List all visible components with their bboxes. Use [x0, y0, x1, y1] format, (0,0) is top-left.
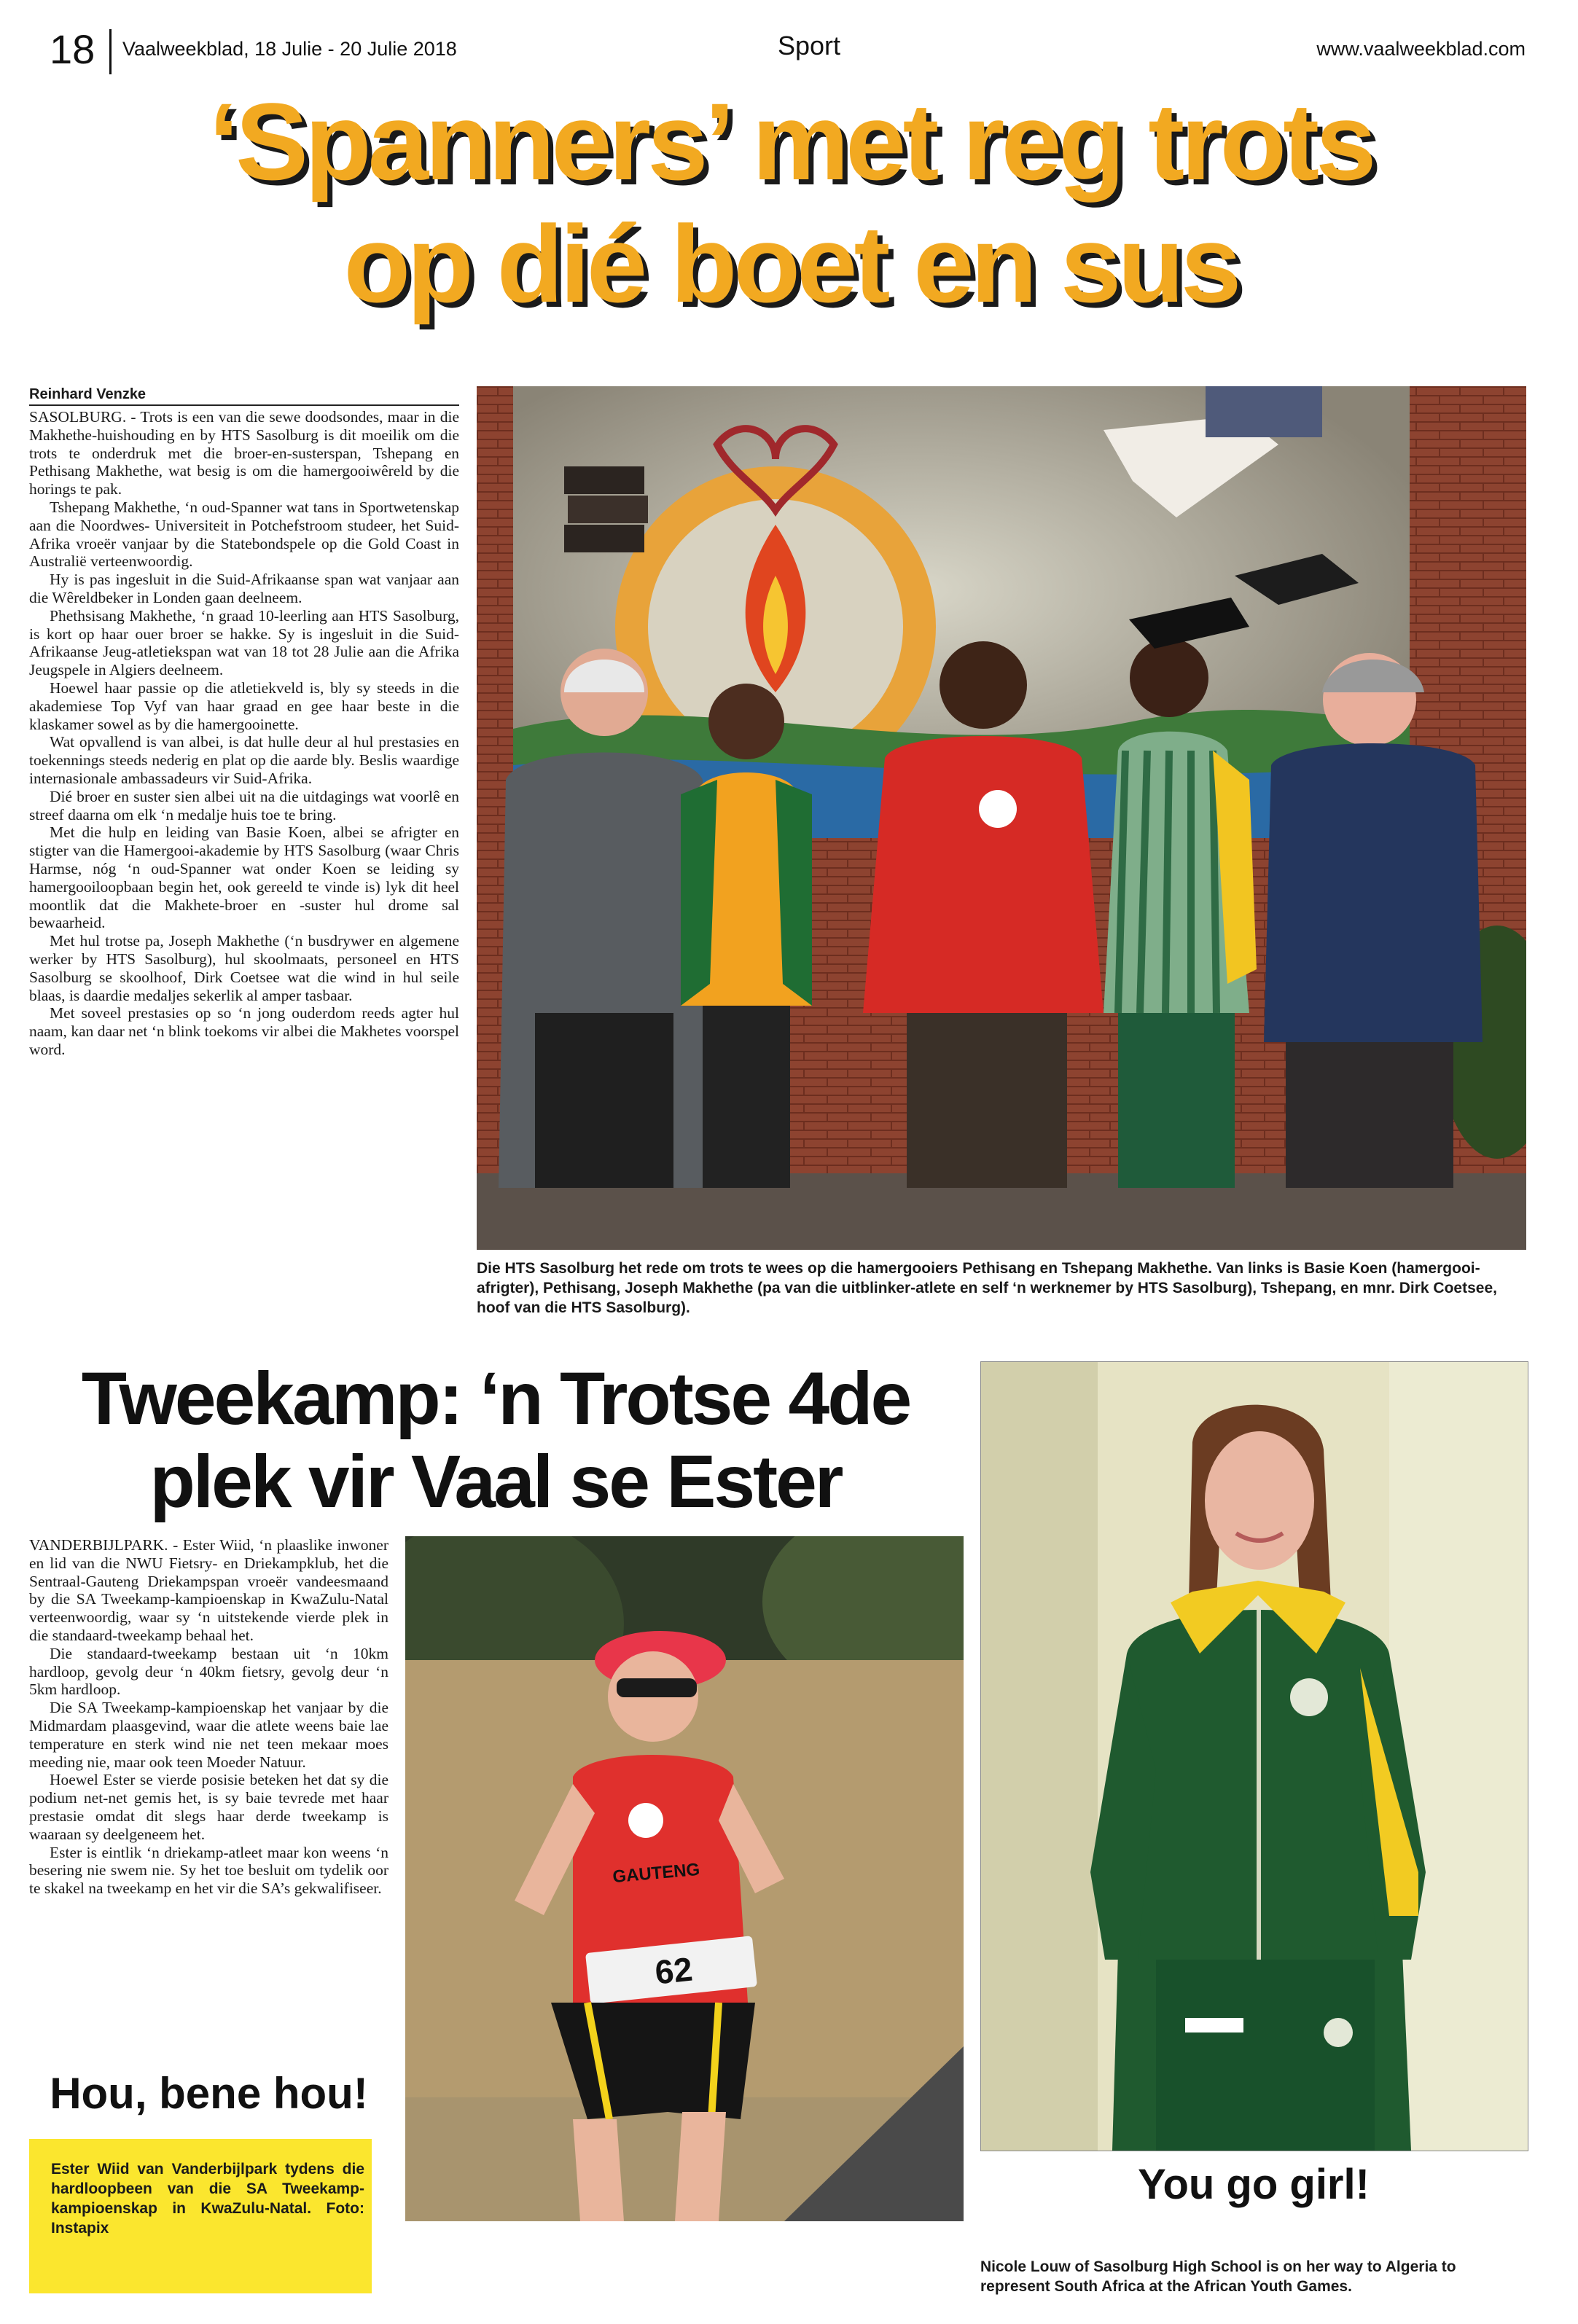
article1-paragraph: Tshepang Makhethe, ‘n oud-Spanner wat tans in Sportwetenskap aan die Noordwes- Universiteit in Potchefstroom studeer, het Suid-Afrika vroeër vanjaar by die Statebondspele op die Gold Coast in Australië verteenwoordig. — [29, 498, 459, 571]
article1-paragraph: Hy is pas ingesluit in die Suid-Afrikaanse span wat vanjaar aan die Wêreldbeker in Londen gaan deelneem. — [29, 571, 459, 606]
group-photo-caption: Die HTS Sasolburg het rede om trots te wees op die hamergooiers Pethisang en Tshepang Makhethe. Van links is Basie Koen (hamergooi-afrigter), Pethisang, Joseph Makhethe (pa van die uitblinker-atlete en self ‘n werknemer by HTS Sasolburg), Tshepang, en mnr. Dirk Coetsee, hoof van die HTS Sasolburg). — [477, 1260, 1497, 1316]
article2-paragraph: VANDERBIJLPARK. - Ester Wiid, ‘n plaaslike inwoner en lid van die NWU Fietsry- en Driekampklub, het die Sentraal-Gauteng Driekampspan vroeër vandeesmaand by die SA Tweekamp-kampioenskap in KwaZulu-Natal verteenwoordig, waar sy ‘n uitstekende vierde plek in die standaard-tweekamp behaal het. — [29, 1536, 388, 1644]
publication-date: Vaalweekblad, 18 Julie - 20 Julie 2018 — [122, 38, 457, 60]
article1-paragraph: Met die hulp en leiding van Basie Koen, albei se afrigter en stigter van die Hamergooi-akademie by HTS Sasolburg (waar Chris Harmse, nóg ‘n oud-Spanner wat onder Koen se leiding sy hamergooiloopbaan begin het, ook gereeld te vinde is) lyk dit heel moontlik dat die Makhete-broer en -suster hul drome sal bewaarheid. — [29, 823, 459, 932]
article1-body — [29, 408, 459, 1348]
section-label: Sport — [777, 31, 841, 60]
byline: Reinhard Venzke — [29, 386, 459, 406]
subhead-hou-bene-hou: Hou, bene hou! — [50, 2069, 368, 2118]
article1-paragraph: SASOLBURG. - Trots is een van die sewe doodsondes, maar in die Makhethe-huishouding en by HTS Sasolburg is dit moeilik om die trots te onderdruk met die broer-en-susterspan, Tshepang en Pethisang Makhethe, wat besig is om die hamergooiwêreld by die horings te pak. — [29, 408, 459, 498]
athlete-photo — [980, 1361, 1528, 2151]
article2-paragraph: Hoewel Ester se vierde posisie beteken het dat sy die podium net-net gemis het, is sy baie tevrede met haar prestasie omdat dit slegs haar derde tweekamp is waaraan sy deelgeneem het. — [29, 1771, 388, 1843]
tweekamp-headline-line2: plek vir Vaal se Ester — [149, 1440, 842, 1523]
main-headline — [29, 80, 1552, 325]
athlete-photo-caption: Nicole Louw of Sasolburg High School is on her way to Algeria to represent South Africa at the African Youth Games. — [980, 2258, 1456, 2295]
group-photo-illustration — [477, 386, 1526, 1250]
main-headline-line1: ‘Spanners’ met reg trots — [208, 80, 1373, 203]
article1-paragraph: Hoewel haar passie op die atletiekveld is, bly sy steeds in die akademiese Top Vyf van haar graad en gee haar beste in die klaskamer sowel as by die hamergooinette. — [29, 678, 459, 733]
article1-paragraph: Dié broer en suster sien albei uit na die uitdagings wat voorlê en streef daarna om elk ‘n medalje huis toe te bring. — [29, 787, 459, 823]
tweekamp-headline — [29, 1357, 962, 1523]
article1-paragraph: Phethsisang Makhethe, ‘n graad 10-leerling aan HTS Sasolburg, is kort op haar ouer broer se hakke. Sy is ingesluit in die Suid-Afrikaanse Jeug-atletiekspan wat van 18 tot 28 Julie aan die Afrika Jeugspele in Algiers deelneem. — [29, 606, 459, 679]
svg-text:GAUTENG: GAUTENG — [612, 1859, 701, 1887]
article2-paragraph: Die SA Tweekamp-kampioenskap het vanjaar by die Midmardam plaasgevind, waar die atlete weens baie lae temperature en sterk wind nie net teen mekaar moes meeding nie, maar ook teen Moeder Natuur. — [29, 1699, 388, 1771]
article2-paragraph: Die standaard-tweekamp bestaan uit ‘n 10km hardloop, gevolg deur ‘n 40km fietsry, gevolg deur ‘n 5km hardloop. — [29, 1644, 388, 1699]
athlete-photo-illustration — [981, 1362, 1528, 2151]
tweekamp-headline-line1: Tweekamp: ‘n Trotse 4de — [81, 1357, 910, 1440]
website-link[interactable]: www.vaalweekblad.com — [1316, 38, 1526, 60]
runner-photo — [405, 1536, 964, 2221]
main-headline-line2: op dié boet en sus — [343, 203, 1238, 325]
bib-number: 62 — [653, 1949, 695, 1992]
header-divider — [109, 29, 112, 74]
article2-paragraph: Ester is eintlik ‘n driekamp-atleet maar kon weens ‘n besering nie swem nie. Sy het toe besluit om tydelik oor te skakel na tweekamp en het vir die SA’s gekwalifiseer. — [29, 1843, 388, 1898]
group-photo — [477, 386, 1526, 1250]
subhead-you-go-girl: You go girl! — [1138, 2161, 1370, 2208]
article1-paragraph: Met hul trotse pa, Joseph Makhethe (‘n busdrywer en algemene werker by HTS Sasolburg), hul skoolmaats, personeel en HTS Sasolburg se skoolhoof, Dirk Coetsee wat die wind in hul seile blaas, is daardie medaljes sekerlik al amper tasbaar. — [29, 932, 459, 1004]
article1-paragraph: Wat opvallend is van albei, is dat hulle deur al hul prestasies en toekennings steeds nederig en plat op die aarde bly. Beslis waardige internasionale ambassadeurs vir Suid-Afrika. — [29, 733, 459, 787]
article2-body — [29, 1536, 388, 2061]
article1-paragraph: Met soveel prestasies op so ‘n jong ouderdom reeds agter hul naam, kan daar net ‘n blink toekoms vir albei die Makhetes voorspel word. — [29, 1004, 459, 1058]
runner-photo-caption: Ester Wiid van Vanderbijlpark tydens die hardloopbeen van die SA Tweekamp-kampioenskap in KwaZulu-Natal. Foto: Instapix — [29, 2139, 372, 2293]
page-number: 18 — [50, 26, 95, 72]
runner-photo-illustration — [405, 1536, 964, 2221]
